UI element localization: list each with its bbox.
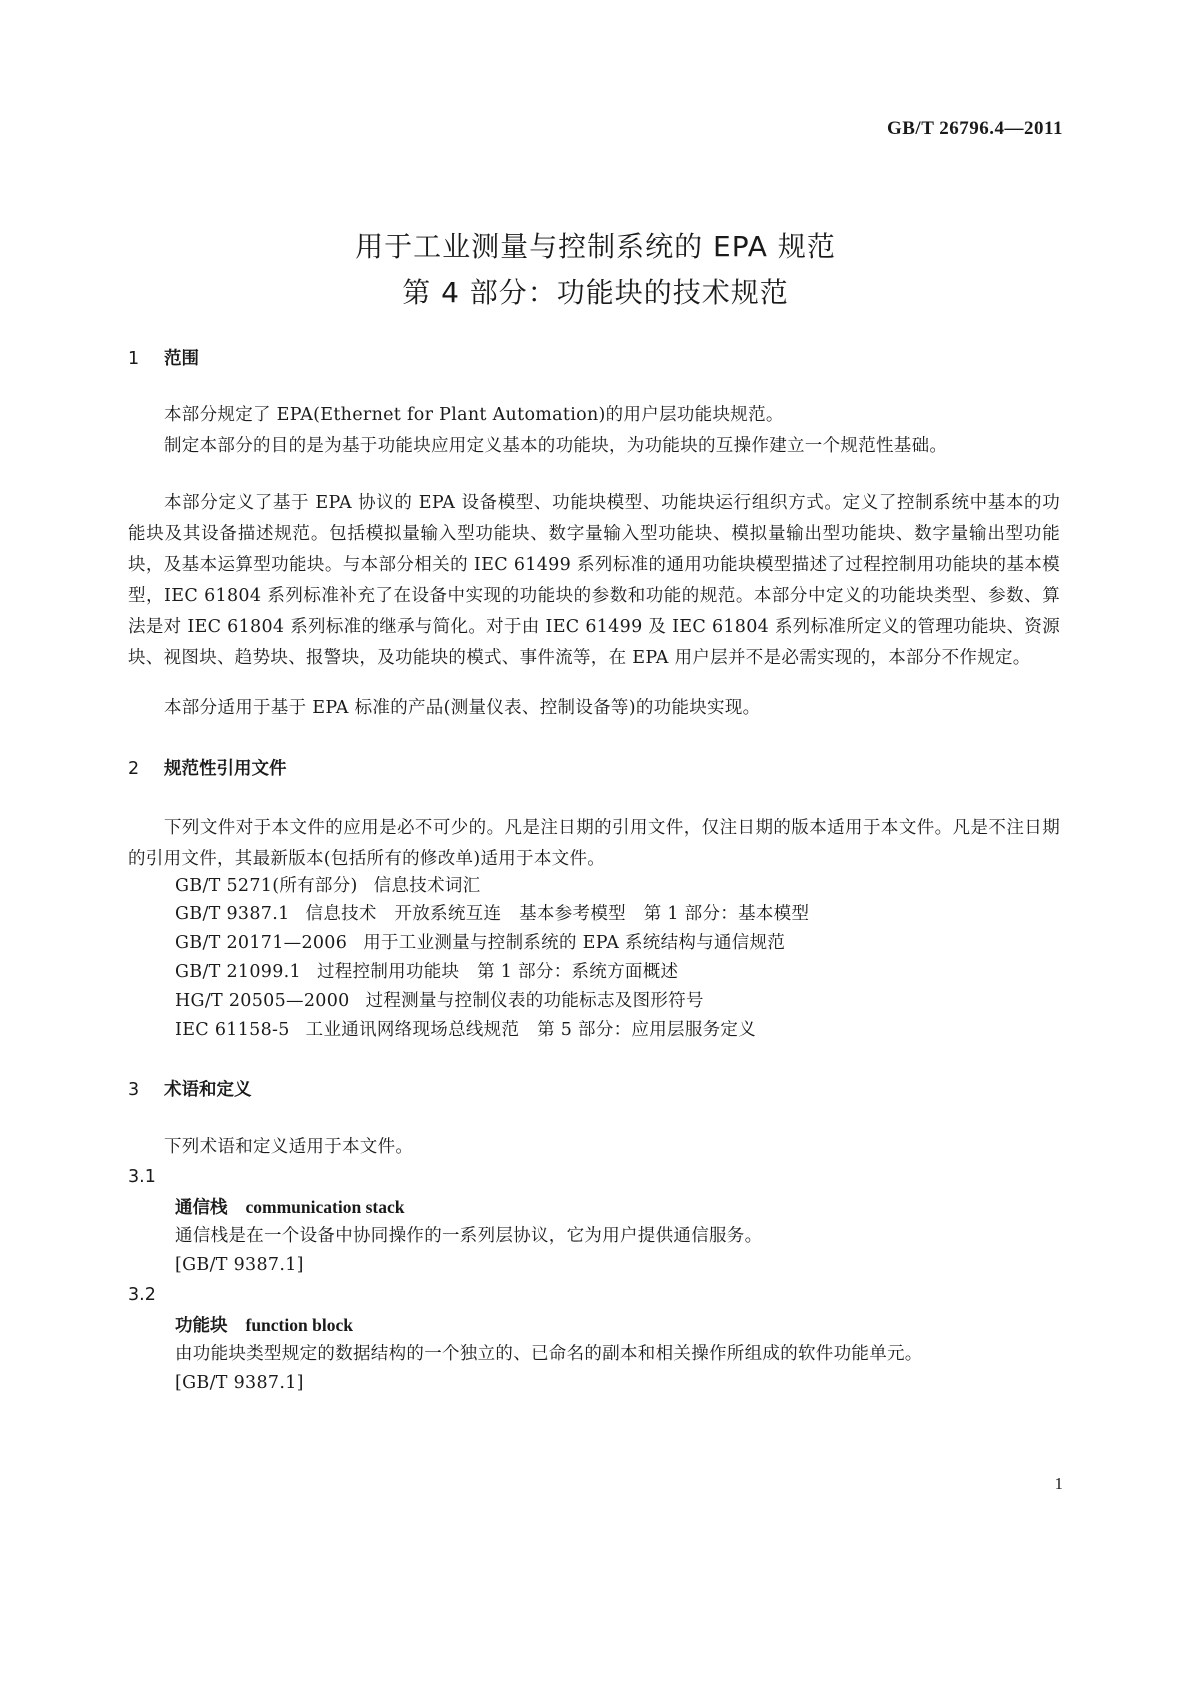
term-source: [GB/T 9387.1] xyxy=(175,1255,304,1275)
paragraph: 下列术语和定义适用于本文件。 xyxy=(164,1137,414,1157)
reference-item xyxy=(175,989,704,1013)
paragraph: 本部分适用于基于 EPA 标准的产品(测量仪表、控制设备等)的功能块实现。 xyxy=(164,698,761,718)
section-number: 3 xyxy=(128,1080,140,1100)
paragraph: 下列文件对于本文件的应用是必不可少的。凡是注日期的引用文件，仅注日期的版本适用于本文件。凡是不注日期的引用文件，其最新版本(包括所有的修改单)适用于本文件。 xyxy=(128,818,1060,869)
reference-code: GB/T 21099.1 xyxy=(175,962,301,982)
document-title-line1: 用于工业测量与控制系统的 EPA 规范 xyxy=(355,230,836,263)
reference-item xyxy=(175,931,785,955)
term-chinese: 功能块 xyxy=(175,1316,228,1336)
reference-title: 过程测量与控制仪表的功能标志及图形符号 xyxy=(365,991,704,1011)
reference-code: GB/T 20171—2006 xyxy=(175,933,348,953)
paragraph: 制定本部分的目的是为基于功能块应用定义基本的功能块，为功能块的互操作建立一个规范性基础。 xyxy=(164,436,948,456)
term-number: 3.2 xyxy=(128,1285,156,1305)
term-heading xyxy=(175,1313,353,1338)
reference-code: HG/T 20505—2000 xyxy=(175,991,350,1011)
reference-item xyxy=(175,902,809,926)
reference-item xyxy=(175,874,480,898)
section-title: 术语和定义 xyxy=(164,1080,252,1100)
term-chinese: 通信栈 xyxy=(175,1198,228,1218)
reference-title: 信息技术词汇 xyxy=(373,876,481,896)
reference-title: 工业通讯网络现场总线规范 第 5 部分：应用层服务定义 xyxy=(305,1020,757,1040)
term-number: 3.1 xyxy=(128,1167,156,1187)
section-number: 2 xyxy=(128,759,140,779)
term-english: function block xyxy=(245,1315,353,1335)
reference-item xyxy=(175,1018,756,1042)
section-2-heading xyxy=(128,757,287,781)
term-english: communication stack xyxy=(245,1197,405,1217)
section-title: 范围 xyxy=(164,349,199,369)
section-number: 1 xyxy=(128,349,140,369)
reference-code: GB/T 9387.1 xyxy=(175,904,290,924)
term-heading xyxy=(175,1195,404,1220)
paragraph: 本部分规定了 EPA(Ethernet for Plant Automation)的用户层功能块规范。 xyxy=(164,405,784,425)
section-3-heading xyxy=(128,1078,252,1102)
term-source: [GB/T 9387.1] xyxy=(175,1373,304,1393)
reference-item xyxy=(175,960,678,984)
standard-code: GB/T 26796.4—2011 xyxy=(886,118,1063,139)
reference-code: GB/T 5271(所有部分) xyxy=(175,876,358,896)
term-definition: 通信栈是在一个设备中协同操作的一系列层协议，它为用户提供通信服务。 xyxy=(175,1226,763,1246)
reference-title: 过程控制用功能块 第 1 部分：系统方面概述 xyxy=(316,962,679,982)
reference-code: IEC 61158-5 xyxy=(175,1020,290,1040)
paragraph: 本部分定义了基于 EPA 协议的 EPA 设备模型、功能块模型、功能块运行组织方式。定义了控制系统中基本的功能块及其设备描述规范。包括模拟量输入型功能块、数字量输入型功能块、模拟量输出型功能块、数字量输出型功能块，及基本运算型功能块。与本部分相关的 IEC 61499 系列标准的通用功能块模型描述了过程控制用功能块的基本模型，IEC 61804 系列标准补充了在设备中实现的功能块的参数和功能的规范。本部分中定义的功能块类型、参数、算法是对 IEC 61804 系列标准的继承与简化。对于由 IEC 61499 及 IEC 61804 系列标准所定义的管理功能块、资源块、视图块、趋势块、报警块，及功能块的模式、事件流等，在 EPA 用户层并不是必需实现的，本部分不作规定。 xyxy=(128,493,1060,668)
section-1-heading xyxy=(128,347,199,371)
page-number: 1 xyxy=(1054,1474,1063,1493)
reference-title: 用于工业测量与控制系统的 EPA 系统结构与通信规范 xyxy=(363,933,786,953)
reference-title: 信息技术 开放系统互连 基本参考模型 第 1 部分：基本模型 xyxy=(305,904,810,924)
section-title: 规范性引用文件 xyxy=(164,759,287,779)
term-definition: 由功能块类型规定的数据结构的一个独立的、已命名的副本和相关操作所组成的软件功能单元。 xyxy=(175,1344,923,1364)
document-title-line2: 第 4 部分：功能块的技术规范 xyxy=(402,276,789,309)
